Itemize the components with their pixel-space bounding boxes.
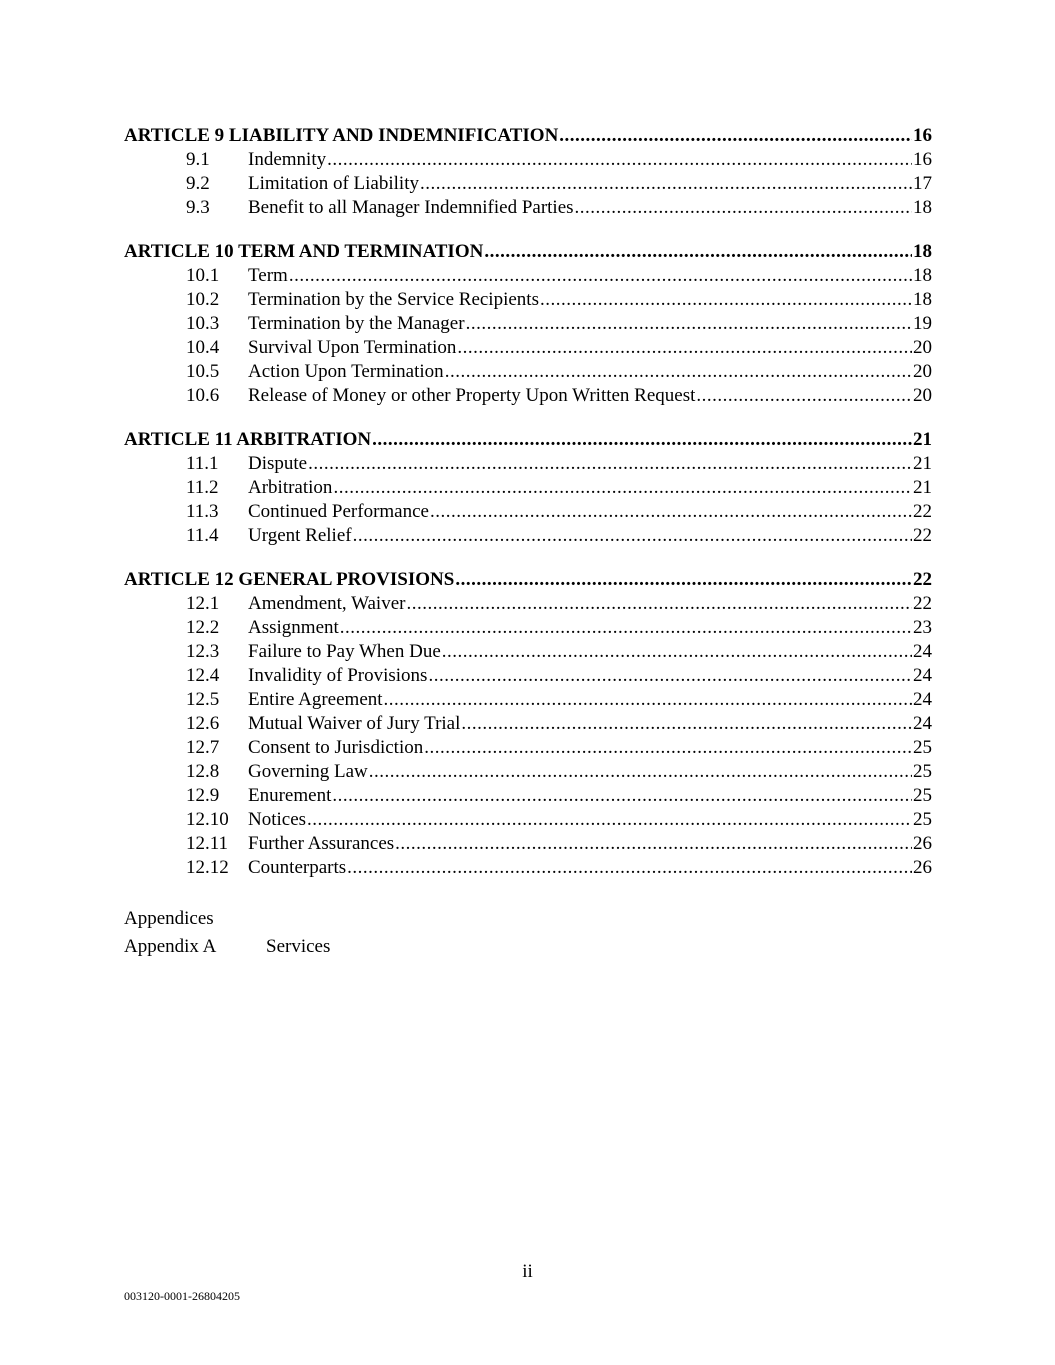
section-title: Assignment	[248, 617, 339, 638]
article-page: 16	[913, 125, 932, 146]
toc-section-row	[124, 688, 932, 712]
toc-section-row	[124, 832, 932, 856]
section-page: 21	[913, 453, 932, 474]
toc-section-row	[124, 712, 932, 736]
section-page: 25	[913, 737, 932, 758]
dot-leader	[484, 240, 912, 264]
toc-section-row	[124, 172, 932, 196]
table-of-contents	[124, 124, 932, 880]
toc-article-row	[124, 124, 932, 148]
section-title: Continued Performance	[248, 501, 429, 522]
dot-leader	[457, 336, 912, 360]
article-title: ARTICLE 9 LIABILITY AND INDEMNIFICATION	[124, 125, 559, 146]
dot-leader	[430, 500, 912, 524]
section-title: Entire Agreement	[248, 689, 383, 710]
dot-leader	[428, 664, 912, 688]
dot-leader	[540, 288, 912, 312]
section-number: 9.3	[186, 197, 210, 218]
section-number: 12.4	[186, 665, 220, 686]
section-number: 10.5	[186, 361, 220, 382]
dot-leader	[696, 384, 912, 408]
section-title: Counterparts	[248, 857, 347, 878]
dot-leader	[327, 148, 912, 172]
section-number: 9.1	[186, 149, 210, 170]
section-page: 25	[913, 785, 932, 806]
section-number: 12.8	[186, 761, 220, 782]
section-page: 25	[913, 761, 932, 782]
section-title: Arbitration	[248, 477, 333, 498]
dot-leader	[395, 832, 912, 856]
section-page: 20	[913, 337, 932, 358]
section-number: 12.12	[186, 857, 229, 878]
toc-section-row	[124, 736, 932, 760]
section-page: 21	[913, 477, 932, 498]
section-page: 26	[913, 833, 932, 854]
dot-leader	[466, 312, 912, 336]
dot-leader	[455, 568, 912, 592]
section-page: 23	[913, 617, 932, 638]
article-page: 21	[913, 429, 932, 450]
dot-leader	[406, 592, 912, 616]
section-page: 20	[913, 385, 932, 406]
section-page: 16	[913, 149, 932, 170]
toc-section-row	[124, 196, 932, 220]
section-title: Action Upon Termination	[248, 361, 444, 382]
dot-leader	[307, 808, 912, 832]
toc-section-row	[124, 312, 932, 336]
appendix-row	[124, 933, 330, 961]
toc-section-row	[124, 856, 932, 880]
dot-leader	[333, 476, 912, 500]
section-number: 12.3	[186, 641, 220, 662]
toc-article-row	[124, 428, 932, 452]
section-number: 10.1	[186, 265, 220, 286]
dot-leader	[559, 124, 912, 148]
section-title: Dispute	[248, 453, 308, 474]
article-page: 18	[913, 241, 932, 262]
section-number: 11.2	[186, 477, 219, 498]
toc-section-row	[124, 288, 932, 312]
article-title: ARTICLE 10 TERM AND TERMINATION	[124, 241, 484, 262]
section-page: 19	[913, 313, 932, 334]
section-number: 11.3	[186, 501, 219, 522]
section-number: 12.9	[186, 785, 220, 806]
toc-section-row	[124, 808, 932, 832]
appendix-title: Services	[266, 936, 331, 957]
dot-leader	[340, 616, 912, 640]
section-number: 12.6	[186, 713, 220, 734]
section-number: 10.6	[186, 385, 220, 406]
section-title: Termination by the Service Recipients	[248, 289, 539, 310]
dot-leader	[308, 452, 912, 476]
article-title: ARTICLE 12 GENERAL PROVISIONS	[124, 569, 455, 590]
section-title: Term	[248, 265, 288, 286]
section-page: 24	[913, 689, 932, 710]
appendix-label: Appendix A	[124, 936, 217, 957]
section-title: Notices	[248, 809, 307, 830]
toc-section-row	[124, 264, 932, 288]
section-title: Amendment, Waiver	[248, 593, 406, 614]
toc-section-row	[124, 500, 932, 524]
toc-section-row	[124, 640, 932, 664]
section-number: 12.5	[186, 689, 220, 710]
page-number: ii	[522, 1261, 533, 1282]
section-number: 12.10	[186, 809, 229, 830]
section-number: 12.7	[186, 737, 220, 758]
section-number: 10.3	[186, 313, 220, 334]
toc-section-row	[124, 148, 932, 172]
dot-leader	[289, 264, 912, 288]
section-page: 22	[913, 525, 932, 546]
section-number: 10.2	[186, 289, 220, 310]
dot-leader	[420, 172, 912, 196]
toc-section-row	[124, 616, 932, 640]
section-title: Governing Law	[248, 761, 368, 782]
section-page: 24	[913, 641, 932, 662]
section-title: Survival Upon Termination	[248, 337, 457, 358]
section-title: Further Assurances	[248, 833, 395, 854]
dot-leader	[445, 360, 912, 384]
toc-section-row	[124, 336, 932, 360]
dot-leader	[353, 524, 912, 548]
dot-leader	[347, 856, 912, 880]
section-title: Mutual Waiver of Jury Trial	[248, 713, 461, 734]
section-number: 11.1	[186, 453, 219, 474]
section-title: Benefit to all Manager Indemnified Parties	[248, 197, 574, 218]
article-title: ARTICLE 11 ARBITRATION	[124, 429, 372, 450]
toc-article-row	[124, 568, 932, 592]
section-number: 9.2	[186, 173, 210, 194]
section-page: 24	[913, 713, 932, 734]
section-title: Enurement	[248, 785, 332, 806]
appendices-section	[124, 905, 330, 961]
toc-section-row	[124, 664, 932, 688]
toc-section-row	[124, 760, 932, 784]
section-page: 22	[913, 501, 932, 522]
document-id: 003120-0001-26804205	[124, 1289, 240, 1303]
section-title: Release of Money or other Property Upon Written Request	[248, 385, 696, 406]
appendices-heading: Appendices	[124, 908, 214, 929]
section-page: 22	[913, 593, 932, 614]
toc-section-row	[124, 452, 932, 476]
section-number: 11.4	[186, 525, 219, 546]
toc-section-row	[124, 784, 932, 808]
section-number: 12.11	[186, 833, 229, 854]
section-page: 18	[913, 265, 932, 286]
section-title: Indemnity	[248, 149, 327, 170]
toc-section-row	[124, 360, 932, 384]
article-page: 22	[913, 569, 932, 590]
dot-leader	[369, 760, 912, 784]
toc-section-row	[124, 524, 932, 548]
dot-leader	[424, 736, 912, 760]
section-page: 18	[913, 197, 932, 218]
section-title: Limitation of Liability	[248, 173, 419, 194]
section-page: 18	[913, 289, 932, 310]
section-number: 12.2	[186, 617, 220, 638]
toc-section-row	[124, 476, 932, 500]
section-title: Failure to Pay When Due	[248, 641, 441, 662]
section-title: Invalidity of Provisions	[248, 665, 428, 686]
dot-leader	[372, 428, 912, 452]
section-page: 26	[913, 857, 932, 878]
section-page: 24	[913, 665, 932, 686]
toc-section-row	[124, 384, 932, 408]
dot-leader	[442, 640, 912, 664]
section-page: 20	[913, 361, 932, 382]
section-number: 10.4	[186, 337, 220, 358]
section-page: 17	[913, 173, 932, 194]
dot-leader	[575, 196, 912, 220]
section-title: Urgent Relief	[248, 525, 352, 546]
section-page: 25	[913, 809, 932, 830]
dot-leader	[461, 712, 912, 736]
toc-section-row	[124, 592, 932, 616]
section-title: Termination by the Manager	[248, 313, 465, 334]
section-title: Consent to Jurisdiction	[248, 737, 424, 758]
section-number: 12.1	[186, 593, 220, 614]
dot-leader	[332, 784, 912, 808]
toc-article-row	[124, 240, 932, 264]
dot-leader	[384, 688, 912, 712]
